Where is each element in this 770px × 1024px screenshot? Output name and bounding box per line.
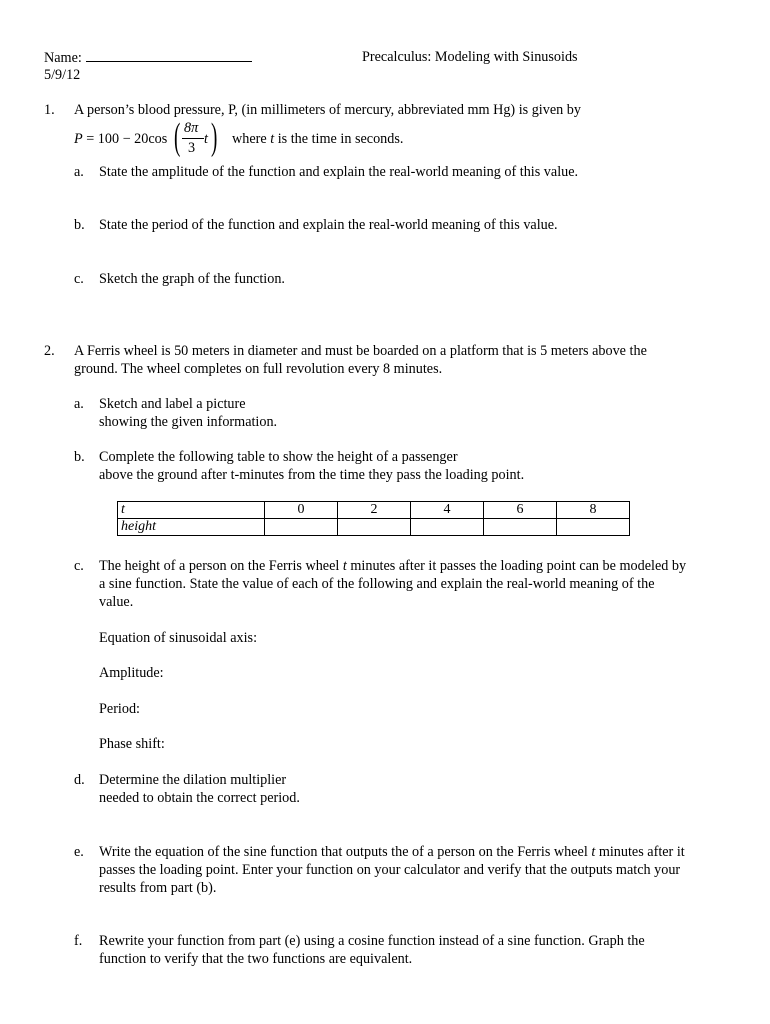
prompt-amplitude: Amplitude:: [99, 665, 164, 681]
date: 5/9/12: [44, 67, 81, 83]
table-header-t: t: [118, 502, 265, 519]
formula-var: t: [204, 131, 208, 147]
prompt-phase-shift: Phase shift:: [99, 736, 165, 752]
q2b-letter: b.: [74, 449, 85, 465]
q2-number: 2.: [44, 343, 55, 359]
table-header-height: height: [118, 519, 265, 536]
q2b-line2: above the ground after t-minutes from the time they pass the loading point.: [99, 467, 525, 483]
q2a-line2: showing the given information.: [99, 414, 278, 430]
formula-lhs: P = 100 − 20cos: [74, 131, 168, 147]
table-cell-height-blank[interactable]: [265, 519, 338, 536]
table-cell-t: 6: [484, 502, 557, 519]
q2b-line1: Complete the following table to show the height of a passenger: [99, 449, 458, 465]
q2e-letter: e.: [74, 844, 84, 860]
q2f-letter: f.: [74, 933, 83, 949]
q1a-letter: a.: [74, 164, 84, 180]
table-row-t: [118, 502, 630, 519]
q2f-line2: function to verify that the two functions are equivalent.: [99, 951, 413, 967]
q2-intro-line2: ground. The wheel completes on full revolution every 8 minutes.: [74, 361, 443, 377]
prompt-sinusoidal-axis: Equation of sinusoidal axis:: [99, 630, 258, 646]
prompt-period: Period:: [99, 701, 140, 717]
q2a-line1: Sketch and label a picture: [99, 396, 246, 412]
table-cell-t: 8: [557, 502, 630, 519]
formula-left-paren: (: [174, 116, 181, 158]
q2c-line2: a sine function. State the value of each of the following and explain the real-world meaning of the: [99, 576, 655, 592]
height-table: [117, 501, 630, 536]
q2e-line1: Write the equation of the sine function that outputs the of a person on the Ferris wheel t minutes after it: [99, 844, 685, 860]
table-cell-height-blank[interactable]: [484, 519, 557, 536]
q2a-letter: a.: [74, 396, 84, 412]
q2d-line2: needed to obtain the correct period.: [99, 790, 300, 806]
q1c-text: Sketch the graph of the function.: [99, 271, 285, 287]
q1-number: 1.: [44, 102, 55, 118]
table-row-height: [118, 519, 630, 536]
table-cell-height-blank[interactable]: [557, 519, 630, 536]
name-field[interactable]: [44, 48, 252, 67]
course-title: Precalculus: Modeling with Sinusoids: [362, 49, 578, 65]
table-cell-t: 2: [338, 502, 411, 519]
q2d-letter: d.: [74, 772, 85, 788]
q2f-line1: Rewrite your function from part (e) using a cosine function instead of a sine function. Graph the: [99, 933, 645, 949]
q2d-line1: Determine the dilation multiplier: [99, 772, 287, 788]
table-cell-t: 0: [265, 502, 338, 519]
formula-right-paren: ): [211, 116, 218, 158]
q2e-line3: results from part (b).: [99, 880, 217, 896]
name-blank[interactable]: [86, 48, 252, 62]
table-cell-height-blank[interactable]: [411, 519, 484, 536]
q1c-letter: c.: [74, 271, 84, 287]
q2c-letter: c.: [74, 558, 84, 574]
q1a-text: State the amplitude of the function and explain the real-world meaning of this value.: [99, 164, 579, 180]
q1b-letter: b.: [74, 217, 85, 233]
q2-intro-line1: A Ferris wheel is 50 meters in diameter and must be boarded on a platform that is 5 meters above the: [74, 343, 647, 359]
name-label: Name:: [44, 50, 82, 66]
formula-numerator: 8π: [184, 120, 199, 136]
formula-where: where t is the time in seconds.: [232, 131, 404, 147]
q2c-line1: The height of a person on the Ferris wheel t minutes after it passes the loading point can be modeled by: [99, 558, 687, 574]
q1-intro: A person’s blood pressure, P, (in millimeters of mercury, abbreviated mm Hg) is given by: [74, 102, 581, 118]
q1b-text: State the period of the function and explain the real-world meaning of this value.: [99, 217, 558, 233]
q2e-line2: passes the loading point. Enter your function on your calculator and verify that the outputs match your: [99, 862, 681, 878]
q2c-line3: value.: [99, 594, 134, 610]
formula-denominator: 3: [188, 140, 196, 156]
table-cell-t: 4: [411, 502, 484, 519]
table-cell-height-blank[interactable]: [338, 519, 411, 536]
